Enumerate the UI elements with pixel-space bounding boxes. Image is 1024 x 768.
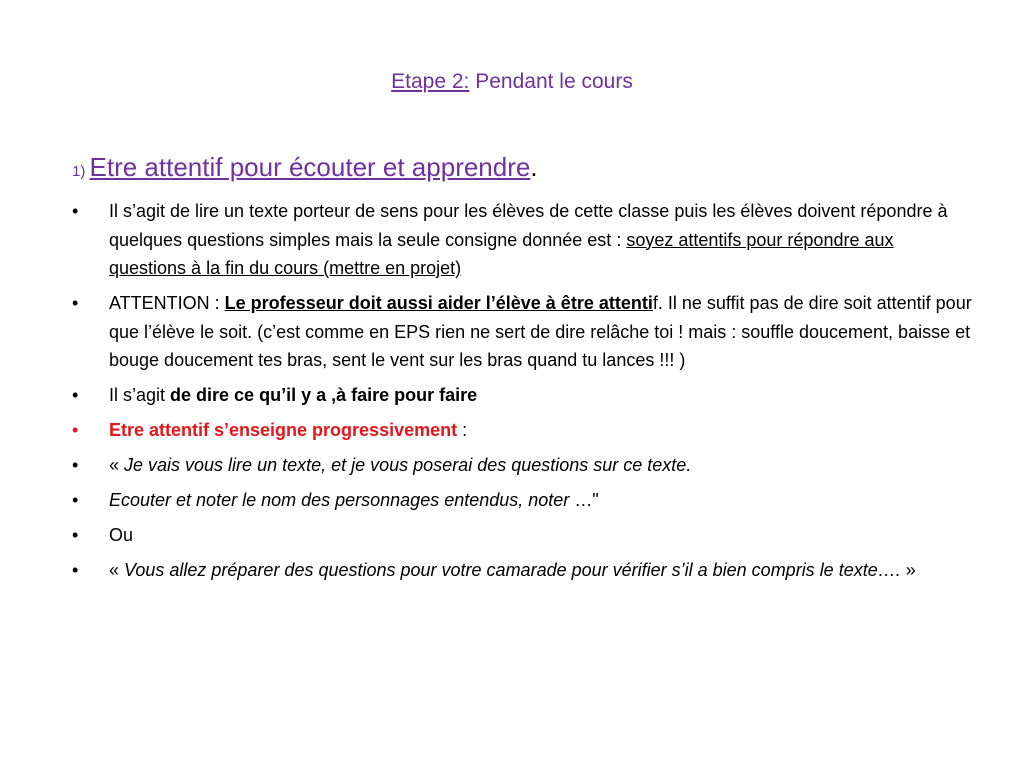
bullet-icon: •	[72, 385, 79, 405]
bullet-underlined-text: soyez attentifs pour répondre aux questions à la fin du cours (mettre en projet)	[109, 229, 894, 278]
list-item	[72, 521, 972, 550]
slide-title	[0, 70, 1024, 94]
bullet-bold-text: de dire ce qu’il y a ,à faire pour faire	[170, 385, 478, 405]
bullet-bold-underlined-text: Le professeur doit aussi aider l’élève à être attenti	[224, 293, 653, 313]
bullet-text: »	[900, 560, 916, 580]
bullet-text: Il s’agit de lire un texte porteur de sens pour les élèves de cette classe puis les élèves doivent répondre à quelques questions simples mais la seule consigne donnée est :	[109, 201, 948, 250]
heading-period: .	[530, 152, 538, 182]
bullet-bold-red-text: Etre attentif s’enseigne progressivement	[109, 420, 458, 440]
bullet-italic-text: Je vais vous lire un texte, et je vous poserai des questions sur ce texte.	[124, 455, 692, 475]
bullet-text: :	[457, 420, 468, 440]
title-step-label: Etape 2:	[391, 70, 470, 93]
bullet-list	[72, 197, 972, 591]
list-item	[72, 486, 972, 515]
bullet-icon: •	[72, 420, 79, 440]
title-step-name: Pendant le cours	[469, 70, 633, 93]
bullet-text: Ou	[109, 525, 134, 545]
list-item	[72, 451, 972, 480]
list-item	[72, 381, 972, 410]
bullet-prefix: «	[109, 560, 125, 580]
section-heading	[72, 152, 972, 183]
bullet-prefix: ATTENTION :	[109, 293, 225, 313]
bullet-icon: •	[72, 201, 79, 221]
bullet-italic-text: Vous allez préparer des questions pour votre camarade pour vérifier s’il a bien compris le texte….	[124, 560, 901, 580]
bullet-icon: •	[72, 455, 79, 475]
bullet-text: f. Il ne suffit pas de dire soit attentif pour que l’élève le soit. (c’est comme en EPS rien ne sert de dire relâche toi ! mais : souffle doucement, baisse et bouge doucement tes bras, sent le vent sur les bras quand tu lances !!! )	[109, 293, 972, 370]
heading-text: Etre attentif pour écouter et apprendre	[89, 152, 531, 182]
list-item	[72, 197, 972, 283]
bullet-icon: •	[72, 560, 79, 580]
bullet-icon: •	[72, 490, 79, 510]
bullet-icon: •	[72, 293, 79, 313]
bullet-italic-text: Ecouter et noter le nom des personnages entendus, noter	[109, 490, 575, 510]
list-item	[72, 416, 972, 445]
list-item	[72, 289, 972, 375]
bullet-prefix: Il s’agit	[109, 385, 171, 405]
bullet-icon: •	[72, 525, 79, 545]
bullet-text: …"	[574, 490, 599, 510]
list-item	[72, 556, 972, 585]
heading-number: 1)	[72, 163, 90, 180]
bullet-prefix: «	[109, 455, 125, 475]
